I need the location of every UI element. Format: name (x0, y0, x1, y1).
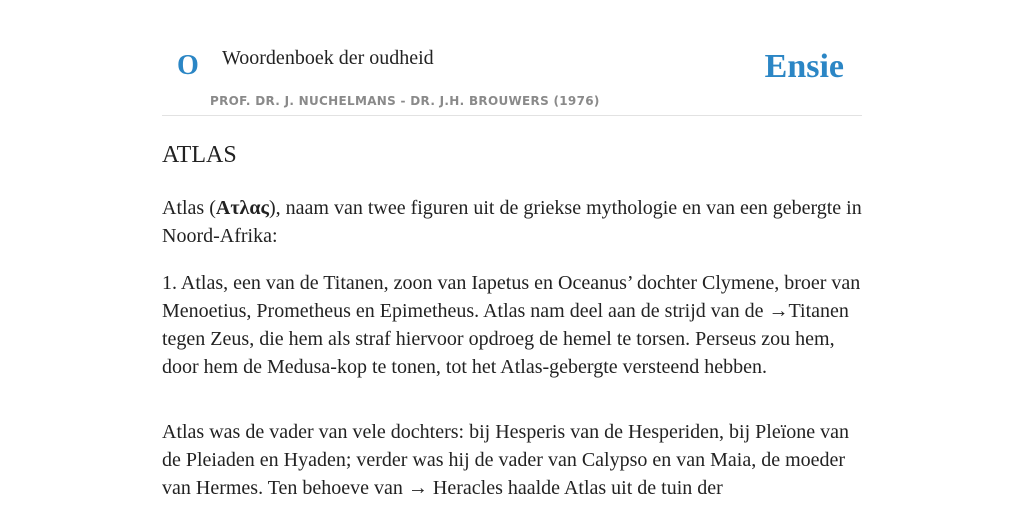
paragraph-2 (162, 418, 866, 502)
paragraph-1-text-before: 1. Atlas, een van de Titanen, zoon van Iapetus en Oceanus’ dochter Clymene, broer van Menoetius, Prometheus en Epimetheus. Atlas nam deel aan de strijd van de (162, 272, 861, 322)
paragraph-1 (162, 269, 866, 381)
heracles-link[interactable]: → Heracles (407, 477, 503, 499)
paragraph-2-text-before: Atlas was de vader van vele dochters: bij Hesperis van de Hesperiden, bij Pleïone van de Pleiaden en Hyaden; verder was hij de vader van Calypso en van Maia, de moeder van Hermes. Ten behoeve van (162, 421, 850, 499)
intro-text-before: Atlas ( (162, 197, 216, 219)
intro-paragraph (162, 194, 866, 250)
entry-title: ATLAS (162, 142, 237, 168)
paragraph-2-text-after: haalde Atlas uit de tuin der (502, 477, 723, 499)
paragraph-1-text-after: tegen Zeus, die hem als straf hiervoor opdroeg de hemel te torsen. Perseus zou hem, door hem de Medusa-kop te tonen, tot het Atlas-gebergte versteend hebben. (162, 328, 835, 378)
site-header (162, 0, 862, 116)
ensie-logo-link[interactable]: Ensie (764, 48, 844, 85)
book-authors: PROF. DR. J. NUCHELMANS - DR. J.H. BROUWERS (1976) (210, 94, 600, 108)
index-letter[interactable]: O (177, 50, 199, 81)
titanen-link[interactable]: →Titanen (768, 300, 849, 322)
greek-name: Ατλας (215, 197, 269, 219)
intro-text-after: ), naam van twee figuren uit de griekse mythologie en van een gebergte in Noord-Afrika: (162, 197, 862, 247)
book-title[interactable]: Woordenboek der oudheid (222, 47, 434, 69)
entry-content (162, 140, 866, 512)
